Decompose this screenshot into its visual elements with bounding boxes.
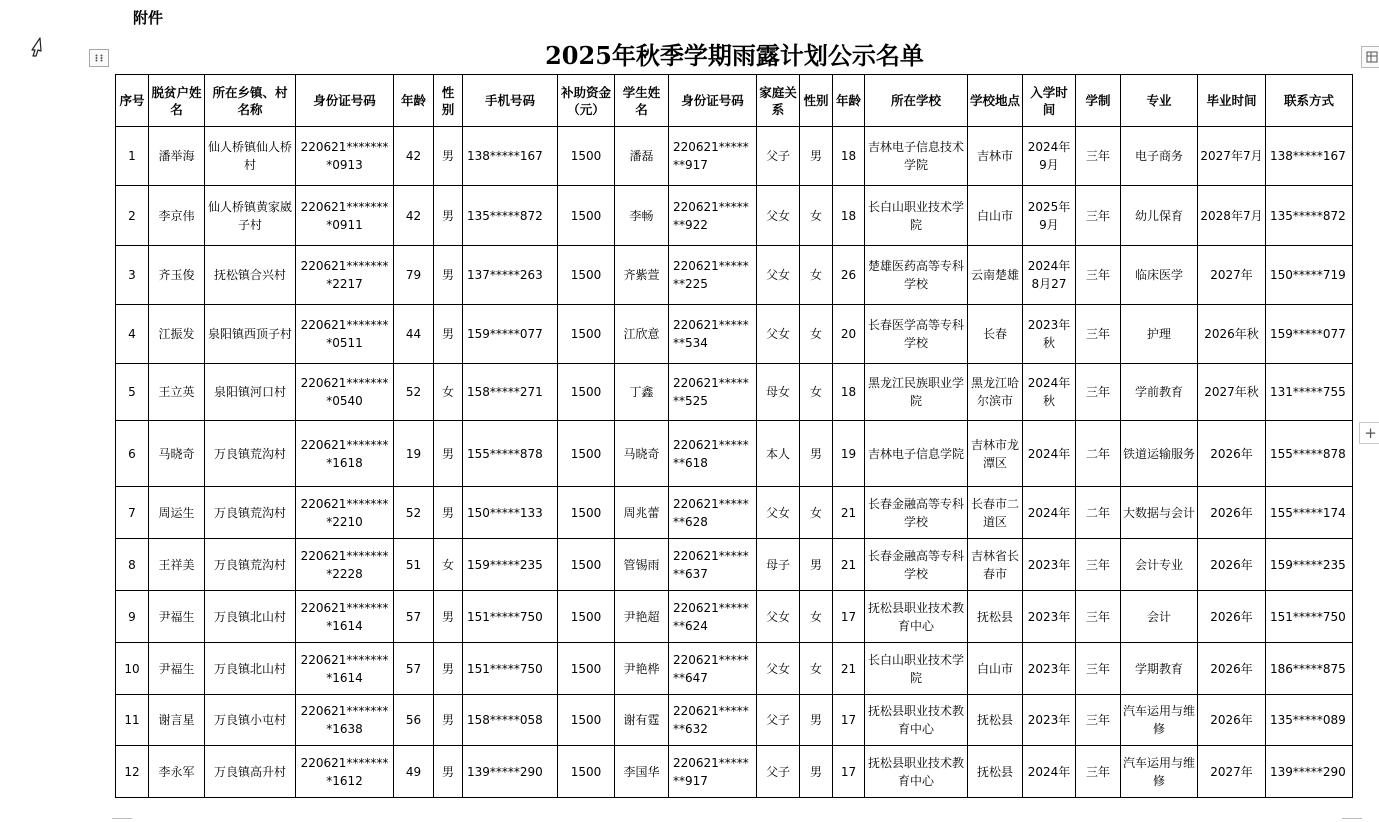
table-cell: 白山市 [968,643,1023,695]
table-cell: 1 [116,127,149,186]
table-row [116,186,1353,246]
table-cell: 1500 [558,421,615,487]
table-cell: 三年 [1076,746,1121,798]
table-cell: 220621*******917 [669,127,757,186]
table-cell: 吉林市龙潭区 [968,421,1023,487]
table-cell: 父子 [757,746,800,798]
table-cell: 131*****755 [1266,364,1353,421]
table-cell: 尹艳桦 [615,643,669,695]
table-cell: 男 [800,539,833,591]
column-header: 补助资金（元） [558,75,615,127]
table-row [116,364,1353,421]
table-cell: 白山市 [968,186,1023,246]
table-cell: 父女 [757,246,800,305]
table-cell: 220621*******525 [669,364,757,421]
add-column-button[interactable] [1359,422,1379,444]
table-cell: 19 [833,421,865,487]
table-cell: 18 [833,127,865,186]
table-cell: 楚雄医药高等专科学校 [865,246,968,305]
table-cell: 电子商务 [1121,127,1198,186]
table-cell: 学期教育 [1121,643,1198,695]
table-cell: 抚松县职业技术教育中心 [865,695,968,746]
table-cell: 1500 [558,487,615,539]
table-cell: 220621********0511 [296,305,394,364]
table-cell: 男 [434,246,463,305]
table-layout-icon [1366,51,1378,63]
table-cell: 泉阳镇河口村 [205,364,296,421]
table-cell: 男 [434,591,463,643]
table-cell: 管锡雨 [615,539,669,591]
table-cell: 5 [116,364,149,421]
table-cell: 男 [434,695,463,746]
table-cell: 220621********1638 [296,695,394,746]
table-cell: 52 [394,364,434,421]
table-cell: 220621********2217 [296,246,394,305]
table-cell: 139*****290 [463,746,558,798]
table-cell: 三年 [1076,186,1121,246]
table-cell: 220621*******225 [669,246,757,305]
table-cell: 158*****058 [463,695,558,746]
table-cell: 2027年7月 [1198,127,1266,186]
table-cell: 2023年 [1023,539,1076,591]
table-cell: 抚松县 [968,746,1023,798]
table-cell: 长白山职业技术学院 [865,186,968,246]
table-cell: 1500 [558,364,615,421]
table-cell: 云南楚雄 [968,246,1023,305]
table-cell: 男 [434,127,463,186]
table-cell: 220621*******628 [669,487,757,539]
table-cell: 男 [434,186,463,246]
table-cell: 男 [434,305,463,364]
table-cell: 护理 [1121,305,1198,364]
table-cell: 220621********2228 [296,539,394,591]
page-title: 2025年秋季学期雨露计划公示名单 [545,41,924,70]
table-cell: 三年 [1076,643,1121,695]
table-cell: 2026年秋 [1198,305,1266,364]
table-cell: 江欣意 [615,305,669,364]
table-cell: 1500 [558,695,615,746]
table-cell: 2023年秋 [1023,305,1076,364]
table-cell: 万良镇小屯村 [205,695,296,746]
table-cell: 黑龙江民族职业学院 [865,364,968,421]
table-cell: 男 [800,127,833,186]
table-cell: 12 [116,746,149,798]
table-cell: 1500 [558,127,615,186]
table-cell: 男 [434,746,463,798]
table-cell: 会计 [1121,591,1198,643]
table-cell: 44 [394,305,434,364]
column-header: 年龄 [833,75,865,127]
table-cell: 父女 [757,305,800,364]
table-cell: 19 [394,421,434,487]
table-cell: 李畅 [615,186,669,246]
table-cell: 158*****271 [463,364,558,421]
table-cell: 江振发 [149,305,205,364]
table-cell: 2024年秋 [1023,364,1076,421]
table-cell: 临床医学 [1121,246,1198,305]
table-cell: 2024年 [1023,746,1076,798]
table-row [116,487,1353,539]
table-cell: 长春医学高等专科学校 [865,305,968,364]
table-cell: 11 [116,695,149,746]
table-cell: 2026年 [1198,539,1266,591]
table-cell: 220621*******917 [669,746,757,798]
table-cell: 女 [800,186,833,246]
table-cell: 汽车运用与维修 [1121,746,1198,798]
table-cell: 抚松县职业技术教育中心 [865,746,968,798]
table-cell: 泉阳镇西顶子村 [205,305,296,364]
table-cell: 女 [800,643,833,695]
table-cell: 220621********0911 [296,186,394,246]
table-cell: 155*****174 [1266,487,1353,539]
table-cell: 17 [833,695,865,746]
table-cell: 42 [394,127,434,186]
table-cell: 三年 [1076,695,1121,746]
page-corner-mark [112,818,132,819]
table-cell: 三年 [1076,539,1121,591]
table-cell: 151*****750 [463,643,558,695]
table-cell: 220621********1612 [296,746,394,798]
table-cell: 2026年 [1198,591,1266,643]
table-cell: 155*****878 [1266,421,1353,487]
table-cell: 长春 [968,305,1023,364]
move-grid-icon [94,53,104,63]
table-cell: 2024年8月27 [1023,246,1076,305]
table-cell: 学前教育 [1121,364,1198,421]
table-cell: 151*****750 [463,591,558,643]
table-cell: 潘磊 [615,127,669,186]
table-cell: 7 [116,487,149,539]
table-cell: 159*****077 [1266,305,1353,364]
column-header: 学校地点 [968,75,1023,127]
table-cell: 150*****719 [1266,246,1353,305]
table-cell: 9 [116,591,149,643]
table-cell: 2023年 [1023,643,1076,695]
table-cell: 男 [800,421,833,487]
table-cell: 137*****263 [463,246,558,305]
table-cell: 吉林电子信息技术学院 [865,127,968,186]
table-cell: 李永军 [149,746,205,798]
table-cell: 220621*******637 [669,539,757,591]
table-cell: 万良镇北山村 [205,591,296,643]
table-row [116,539,1353,591]
table-cell: 138*****167 [463,127,558,186]
table-cell: 男 [434,487,463,539]
table-cell: 21 [833,539,865,591]
table-cell: 3 [116,246,149,305]
table-cell: 女 [434,539,463,591]
table-cell: 抚松县 [968,695,1023,746]
table-cell: 汽车运用与维修 [1121,695,1198,746]
table-cell: 母子 [757,539,800,591]
table-cell: 10 [116,643,149,695]
table-cell: 女 [800,246,833,305]
table-row [116,695,1353,746]
table-cell: 周兆蕾 [615,487,669,539]
table-cell: 1500 [558,186,615,246]
table-cell: 151*****750 [1266,591,1353,643]
table-cell: 2 [116,186,149,246]
table-header-row [116,75,1353,127]
pointer-cursor-icon [28,36,46,58]
table-cell: 220621********0913 [296,127,394,186]
column-header: 身份证号码 [669,75,757,127]
table-cell: 2026年 [1198,643,1266,695]
table-cell: 18 [833,186,865,246]
table-cell: 6 [116,421,149,487]
table-cell: 2027年秋 [1198,364,1266,421]
table-row [116,127,1353,186]
table-cell: 吉林市 [968,127,1023,186]
table-cell: 尹福生 [149,643,205,695]
table-cell: 8 [116,539,149,591]
table-cell: 1500 [558,246,615,305]
table-move-handle[interactable] [89,49,109,67]
table-row [116,305,1353,364]
table-cell: 220621*******624 [669,591,757,643]
table-cell: 周运生 [149,487,205,539]
table-cell: 三年 [1076,591,1121,643]
table-cell: 男 [434,421,463,487]
table-cell: 2026年 [1198,487,1266,539]
column-header: 性别 [800,75,833,127]
table-cell: 139*****290 [1266,746,1353,798]
table-cell: 135*****872 [463,186,558,246]
table-cell: 57 [394,643,434,695]
column-header: 专业 [1121,75,1198,127]
table-cell: 135*****872 [1266,186,1353,246]
table-cell: 20 [833,305,865,364]
table-cell: 王立英 [149,364,205,421]
table-cell: 三年 [1076,364,1121,421]
table-cell: 女 [800,305,833,364]
column-header: 年龄 [394,75,434,127]
table-cell: 26 [833,246,865,305]
table-cell: 仙人桥镇仙人桥村 [205,127,296,186]
table-cell: 男 [800,746,833,798]
table-cell: 父子 [757,695,800,746]
table-cell: 17 [833,746,865,798]
table-cell: 150*****133 [463,487,558,539]
table-cell: 220621*******922 [669,186,757,246]
table-cell: 长白山职业技术学院 [865,643,968,695]
table-cell: 220621*******632 [669,695,757,746]
table-cell: 吉林省长春市 [968,539,1023,591]
roster-table [115,74,1353,798]
table-cell: 吉林电子信息学院 [865,421,968,487]
table-cell: 仙人桥镇黄家崴子村 [205,186,296,246]
table-cell: 1500 [558,539,615,591]
column-header: 家庭关系 [757,75,800,127]
table-cell: 17 [833,591,865,643]
table-cell: 女 [800,591,833,643]
table-cell: 万良镇北山村 [205,643,296,695]
table-cell: 220621*******534 [669,305,757,364]
table-cell: 2023年 [1023,591,1076,643]
table-cell: 丁鑫 [615,364,669,421]
table-cell: 父女 [757,487,800,539]
table-cell: 220621********1618 [296,421,394,487]
table-row [116,643,1353,695]
table-cell: 三年 [1076,246,1121,305]
table-cell: 王祥美 [149,539,205,591]
table-cell: 万良镇荒沟村 [205,421,296,487]
table-row [116,746,1353,798]
table-cell: 马晓奇 [615,421,669,487]
table-cell: 三年 [1076,127,1121,186]
table-cell: 父女 [757,591,800,643]
table-cell: 2026年 [1198,421,1266,487]
table-cell: 2024年9月 [1023,127,1076,186]
table-cell: 52 [394,487,434,539]
table-cell: 男 [434,643,463,695]
attachment-label: 附件 [133,9,164,27]
table-cell: 21 [833,643,865,695]
table-layout-button[interactable] [1361,46,1379,68]
table-cell: 长春市二道区 [968,487,1023,539]
table-cell: 本人 [757,421,800,487]
table-cell: 抚松镇合兴村 [205,246,296,305]
column-header: 学制 [1076,75,1121,127]
table-cell: 马晓奇 [149,421,205,487]
table-row [116,421,1353,487]
table-cell: 女 [434,364,463,421]
table-cell: 齐紫萱 [615,246,669,305]
table-cell: 2027年 [1198,746,1266,798]
table-cell: 56 [394,695,434,746]
table-cell: 57 [394,591,434,643]
table-cell: 谢有霆 [615,695,669,746]
table-cell: 万良镇高升村 [205,746,296,798]
table-row [116,246,1353,305]
table-cell: 万良镇荒沟村 [205,487,296,539]
table-cell: 42 [394,186,434,246]
column-header: 所在学校 [865,75,968,127]
table-cell: 尹福生 [149,591,205,643]
table-cell: 1500 [558,305,615,364]
table-cell: 159*****235 [463,539,558,591]
table-cell: 220621********1614 [296,643,394,695]
table-cell: 齐玉俊 [149,246,205,305]
table-cell: 幼儿保育 [1121,186,1198,246]
table-cell: 黑龙江哈尔滨市 [968,364,1023,421]
table-body [116,127,1353,798]
plus-icon: + [1364,424,1377,442]
table-cell: 2023年 [1023,695,1076,746]
column-header: 毕业时间 [1198,75,1266,127]
table-cell: 李京伟 [149,186,205,246]
table-cell: 135*****089 [1266,695,1353,746]
table-cell: 2025年9月 [1023,186,1076,246]
table-cell: 49 [394,746,434,798]
table-cell: 2026年 [1198,695,1266,746]
table-cell: 谢言星 [149,695,205,746]
table-cell: 会计专业 [1121,539,1198,591]
table-cell: 138*****167 [1266,127,1353,186]
table-cell: 铁道运输服务 [1121,421,1198,487]
table-cell: 2024年 [1023,487,1076,539]
table-cell: 潘举海 [149,127,205,186]
column-header: 性别 [434,75,463,127]
table-cell: 2027年 [1198,246,1266,305]
table-cell: 男 [800,695,833,746]
table-row [116,591,1353,643]
table-cell: 万良镇荒沟村 [205,539,296,591]
table-cell: 父子 [757,127,800,186]
page-corner-mark [1342,818,1362,819]
column-header: 入学时间 [1023,75,1076,127]
table-cell: 220621********2210 [296,487,394,539]
column-header: 所在乡镇、村名称 [205,75,296,127]
table-cell: 18 [833,364,865,421]
table-cell: 220621********0540 [296,364,394,421]
column-header: 身份证号码 [296,75,394,127]
table-cell: 女 [800,364,833,421]
table-cell: 大数据与会计 [1121,487,1198,539]
table-cell: 抚松县职业技术教育中心 [865,591,968,643]
table-cell: 2024年 [1023,421,1076,487]
table-cell: 长春金融高等专科学校 [865,487,968,539]
table-cell: 二年 [1076,421,1121,487]
table-cell: 186*****875 [1266,643,1353,695]
table-cell: 尹艳超 [615,591,669,643]
column-header: 序号 [116,75,149,127]
table-cell: 220621********1614 [296,591,394,643]
table-cell: 三年 [1076,305,1121,364]
table-cell: 4 [116,305,149,364]
table-cell: 长春金融高等专科学校 [865,539,968,591]
table-cell: 母女 [757,364,800,421]
column-header: 脱贫户姓名 [149,75,205,127]
table-cell: 抚松县 [968,591,1023,643]
table-cell: 1500 [558,746,615,798]
table-cell: 155*****878 [463,421,558,487]
table-cell: 1500 [558,643,615,695]
column-header: 手机号码 [463,75,558,127]
table-cell: 2028年7月 [1198,186,1266,246]
table-cell: 51 [394,539,434,591]
table-cell: 女 [800,487,833,539]
table-cell: 220621*******618 [669,421,757,487]
table-cell: 159*****077 [463,305,558,364]
table-cell: 父女 [757,186,800,246]
table-cell: 159*****235 [1266,539,1353,591]
table-cell: 父女 [757,643,800,695]
table-cell: 79 [394,246,434,305]
table-cell: 220621*******647 [669,643,757,695]
table-cell: 1500 [558,591,615,643]
table-cell: 李国华 [615,746,669,798]
column-header: 学生姓名 [615,75,669,127]
table-cell: 21 [833,487,865,539]
column-header: 联系方式 [1266,75,1353,127]
table-cell: 二年 [1076,487,1121,539]
